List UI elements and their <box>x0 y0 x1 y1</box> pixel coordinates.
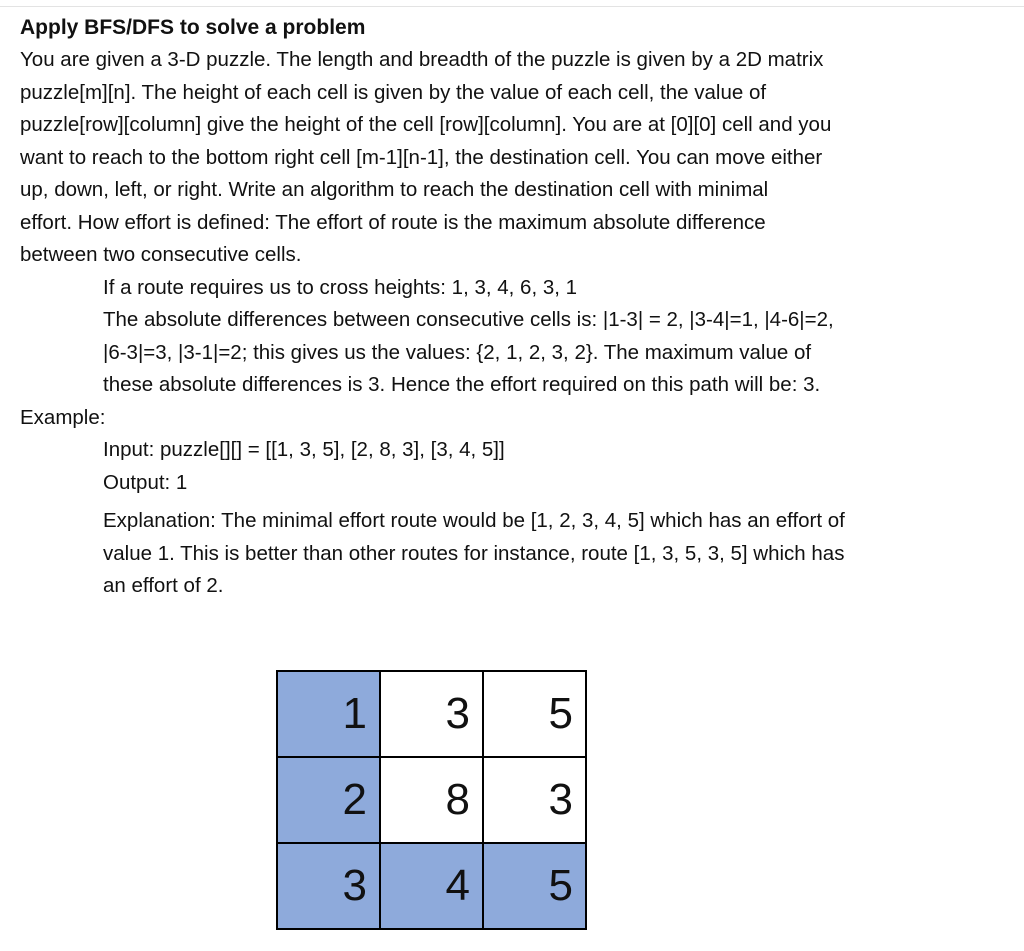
effort-example-block <box>20 272 980 402</box>
grid-cell: 4 <box>380 843 483 929</box>
problem-title: Apply BFS/DFS to solve a problem <box>20 16 366 39</box>
grid-row <box>277 757 586 843</box>
grid-row <box>277 671 586 757</box>
output-line: Output: 1 <box>103 470 188 494</box>
grid-cell: 8 <box>380 757 483 843</box>
intro-line: puzzle[row][column] give the height of the cell [row][column]. You are at [0][0] cell and you <box>20 113 832 136</box>
intro-line: want to reach to the bottom right cell [m-1][n-1], the destination cell. You can move either <box>20 145 823 169</box>
input-line: Input: puzzle[][] = [[1, 3, 5], [2, 8, 3], [3, 4, 5]] <box>103 438 505 461</box>
grid-cell: 1 <box>277 671 380 757</box>
grid-cell: 3 <box>277 843 380 929</box>
example-label: Example: <box>20 405 106 429</box>
problem-description <box>20 44 980 272</box>
grid-cell: 3 <box>483 757 586 843</box>
intro-line: puzzle[m][n]. The height of each cell is given by the value of each cell, the value of <box>20 80 767 104</box>
effort-example-line: The absolute differences between consecutive cells is: |1-3| = 2, |3-4|=1, |4-6|=2, <box>103 308 834 331</box>
puzzle-grid <box>276 670 587 930</box>
top-divider <box>0 6 1024 7</box>
intro-line: up, down, left, or right. Write an algorithm to reach the destination cell with minimal <box>20 178 769 201</box>
effort-example-line: If a route requires us to cross heights: 1, 3, 4, 6, 3, 1 <box>103 275 578 299</box>
explanation-line: an effort of 2. <box>103 574 224 597</box>
intro-line: between two consecutive cells. <box>20 243 302 266</box>
intro-line: effort. How effort is defined: The effort of route is the maximum absolute difference <box>20 210 766 234</box>
explanation-line: Explanation: The minimal effort route would be [1, 2, 3, 4, 5] which has an effort of <box>103 509 845 532</box>
grid-row <box>277 843 586 929</box>
grid-cell: 2 <box>277 757 380 843</box>
effort-example-line: |6-3|=3, |3-1|=2; this gives us the values: {2, 1, 2, 3, 2}. The maximum value of <box>103 340 812 364</box>
intro-line: You are given a 3-D puzzle. The length and breadth of the puzzle is given by a 2D matrix <box>20 48 824 71</box>
grid-cell: 5 <box>483 671 586 757</box>
grid-cell: 5 <box>483 843 586 929</box>
explanation-line: value 1. This is better than other routes for instance, route [1, 3, 5, 3, 5] which has <box>103 541 845 565</box>
grid-cell: 3 <box>380 671 483 757</box>
problem-document <box>20 12 980 603</box>
effort-example-line: these absolute differences is 3. Hence the effort required on this path will be: 3. <box>103 373 821 396</box>
example-block <box>20 434 980 603</box>
